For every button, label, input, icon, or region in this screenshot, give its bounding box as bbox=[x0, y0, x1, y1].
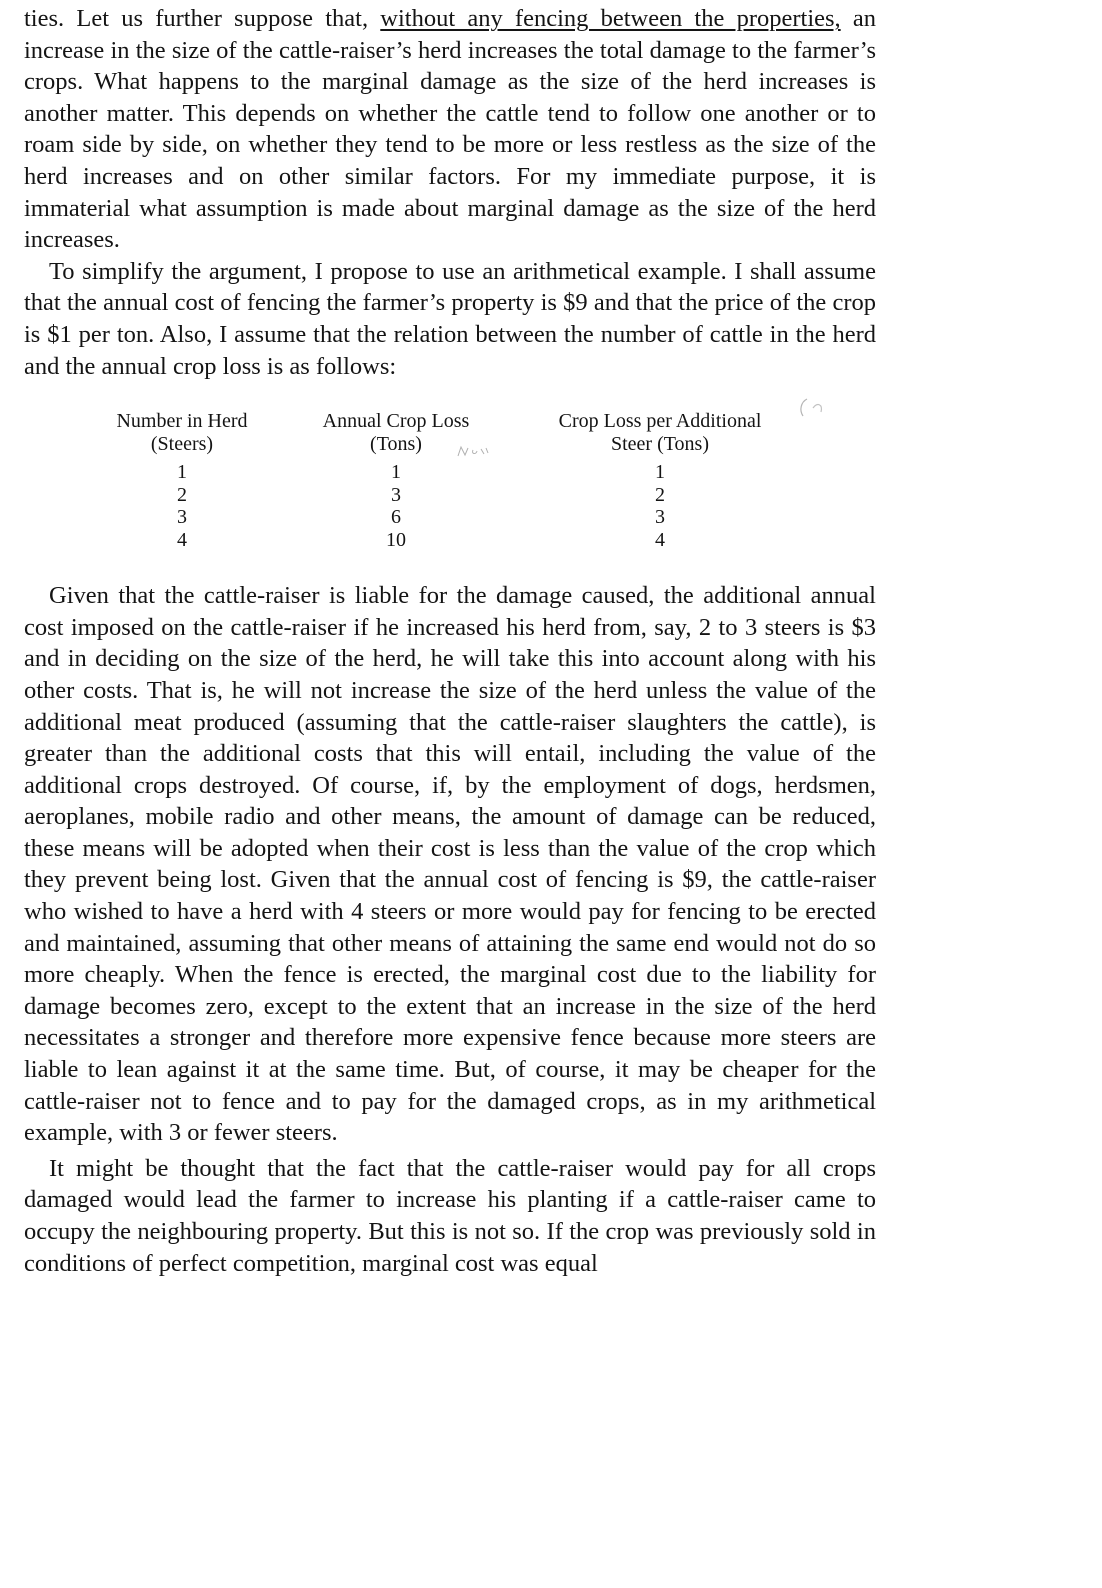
paragraph-1 bbox=[24, 3, 876, 256]
table-cell: 3 bbox=[655, 506, 665, 529]
paragraph-1-rest: an increase in the size of the cattle-raiser’s herd increases the total damage to the farmer’s crops. What happens to the marginal damage as the size of the herd increases is another matter. This depends on whether the cattle tend to follow one another or to roam side by side, on whether they tend to be more or less restless as the size of the herd increases and on other similar factors. For my immediate purpose, it is immaterial what assumption is made about marginal damage as the size of the herd increases. bbox=[24, 5, 876, 254]
table-cell: 3 bbox=[177, 506, 187, 529]
paragraph-2: To simplify the argument, I propose to use an arithmetical example. I shall assume that the annual cost of fencing the farmer’s property is $9 and that the price of the crop is $1 per ton. Also, I assume that the relation between the number of cattle in the herd and the annual crop loss is as follows: bbox=[24, 257, 876, 380]
table-cell: 3 bbox=[391, 483, 401, 506]
column-header: Annual Crop Loss bbox=[322, 410, 470, 433]
pencil-mark-icon bbox=[795, 396, 835, 420]
column-annual-crop-loss bbox=[306, 410, 486, 551]
column-crop-loss-per-steer bbox=[536, 410, 784, 551]
column-number-in-herd bbox=[102, 410, 262, 551]
column-header-unit: (Tons) bbox=[370, 432, 422, 455]
paragraph-3: Given that the cattle-raiser is liable for the damage caused, the additional annual cost imposed on the cattle-raiser if he increased his herd from, say, 2 to 3 steers is $3 and in deciding on the size of the herd, he will take this into account along with his other costs. That is, he will not increase the size of the herd unless the value of the additional meat produced (assuming that the cattle-raiser slaughters the cattle), is greater than the additional costs that this will entail, including the value of the additional crops destroyed. Of course, if, by the employment of dogs, herdsmen, aeroplanes, mobile radio and other means, the amount of damage can be reduced, these means will be adopted when their cost is less than the value of the crop which they prevent being lost. Given that the annual cost of fencing is $9, the cattle-raiser who wished to have a herd with 4 steers or more would pay for fencing to be erected and maintained, assuming that other means of attaining the same end would not do so more cheaply. When the fence is erected, the marginal cost due to the liability for damage becomes zero, except to the extent that an increase in the size of the herd necessitates a stronger and therefore more expensive fence because more steers are liable to lean against it at the same time. But, of course, it may be cheaper for the cattle-raiser not to fence and to pay for the damaged crops, as in my arithmetical example, with 3 or fewer steers. bbox=[24, 582, 876, 1147]
table-cell: 4 bbox=[655, 528, 665, 551]
document-page bbox=[24, 0, 876, 1279]
table-cell: 2 bbox=[177, 483, 187, 506]
table-cell: 1 bbox=[655, 461, 665, 484]
herd-crop-loss-table bbox=[24, 402, 876, 574]
paragraph-1-start: ties. Let us further suppose that, bbox=[24, 5, 381, 32]
column-header: Crop Loss per Additional bbox=[558, 410, 762, 433]
table-cell: 1 bbox=[391, 461, 401, 484]
column-header-unit: (Steers) bbox=[150, 432, 214, 455]
paragraph-4: It might be thought that the fact that the cattle-raiser would pay for all crops damaged would lead the farmer to increase his planting if a cattle-raiser came to occupy the neighbouring property. But this is not so. If the crop was previously sold in conditions of perfect competition, marginal cost was equal bbox=[24, 1154, 876, 1277]
column-header-unit: Steer (Tons) bbox=[610, 432, 710, 455]
table-cell: 1 bbox=[177, 461, 187, 484]
table-cell: 10 bbox=[386, 528, 406, 551]
column-header: Number in Herd bbox=[116, 410, 248, 433]
table-cell: 6 bbox=[391, 506, 401, 529]
table-cell: 4 bbox=[177, 528, 187, 551]
table-cell: 2 bbox=[655, 483, 665, 506]
pencil-scribble-icon bbox=[456, 444, 490, 458]
underlined-phrase: without any fencing between the properties, bbox=[380, 5, 841, 32]
